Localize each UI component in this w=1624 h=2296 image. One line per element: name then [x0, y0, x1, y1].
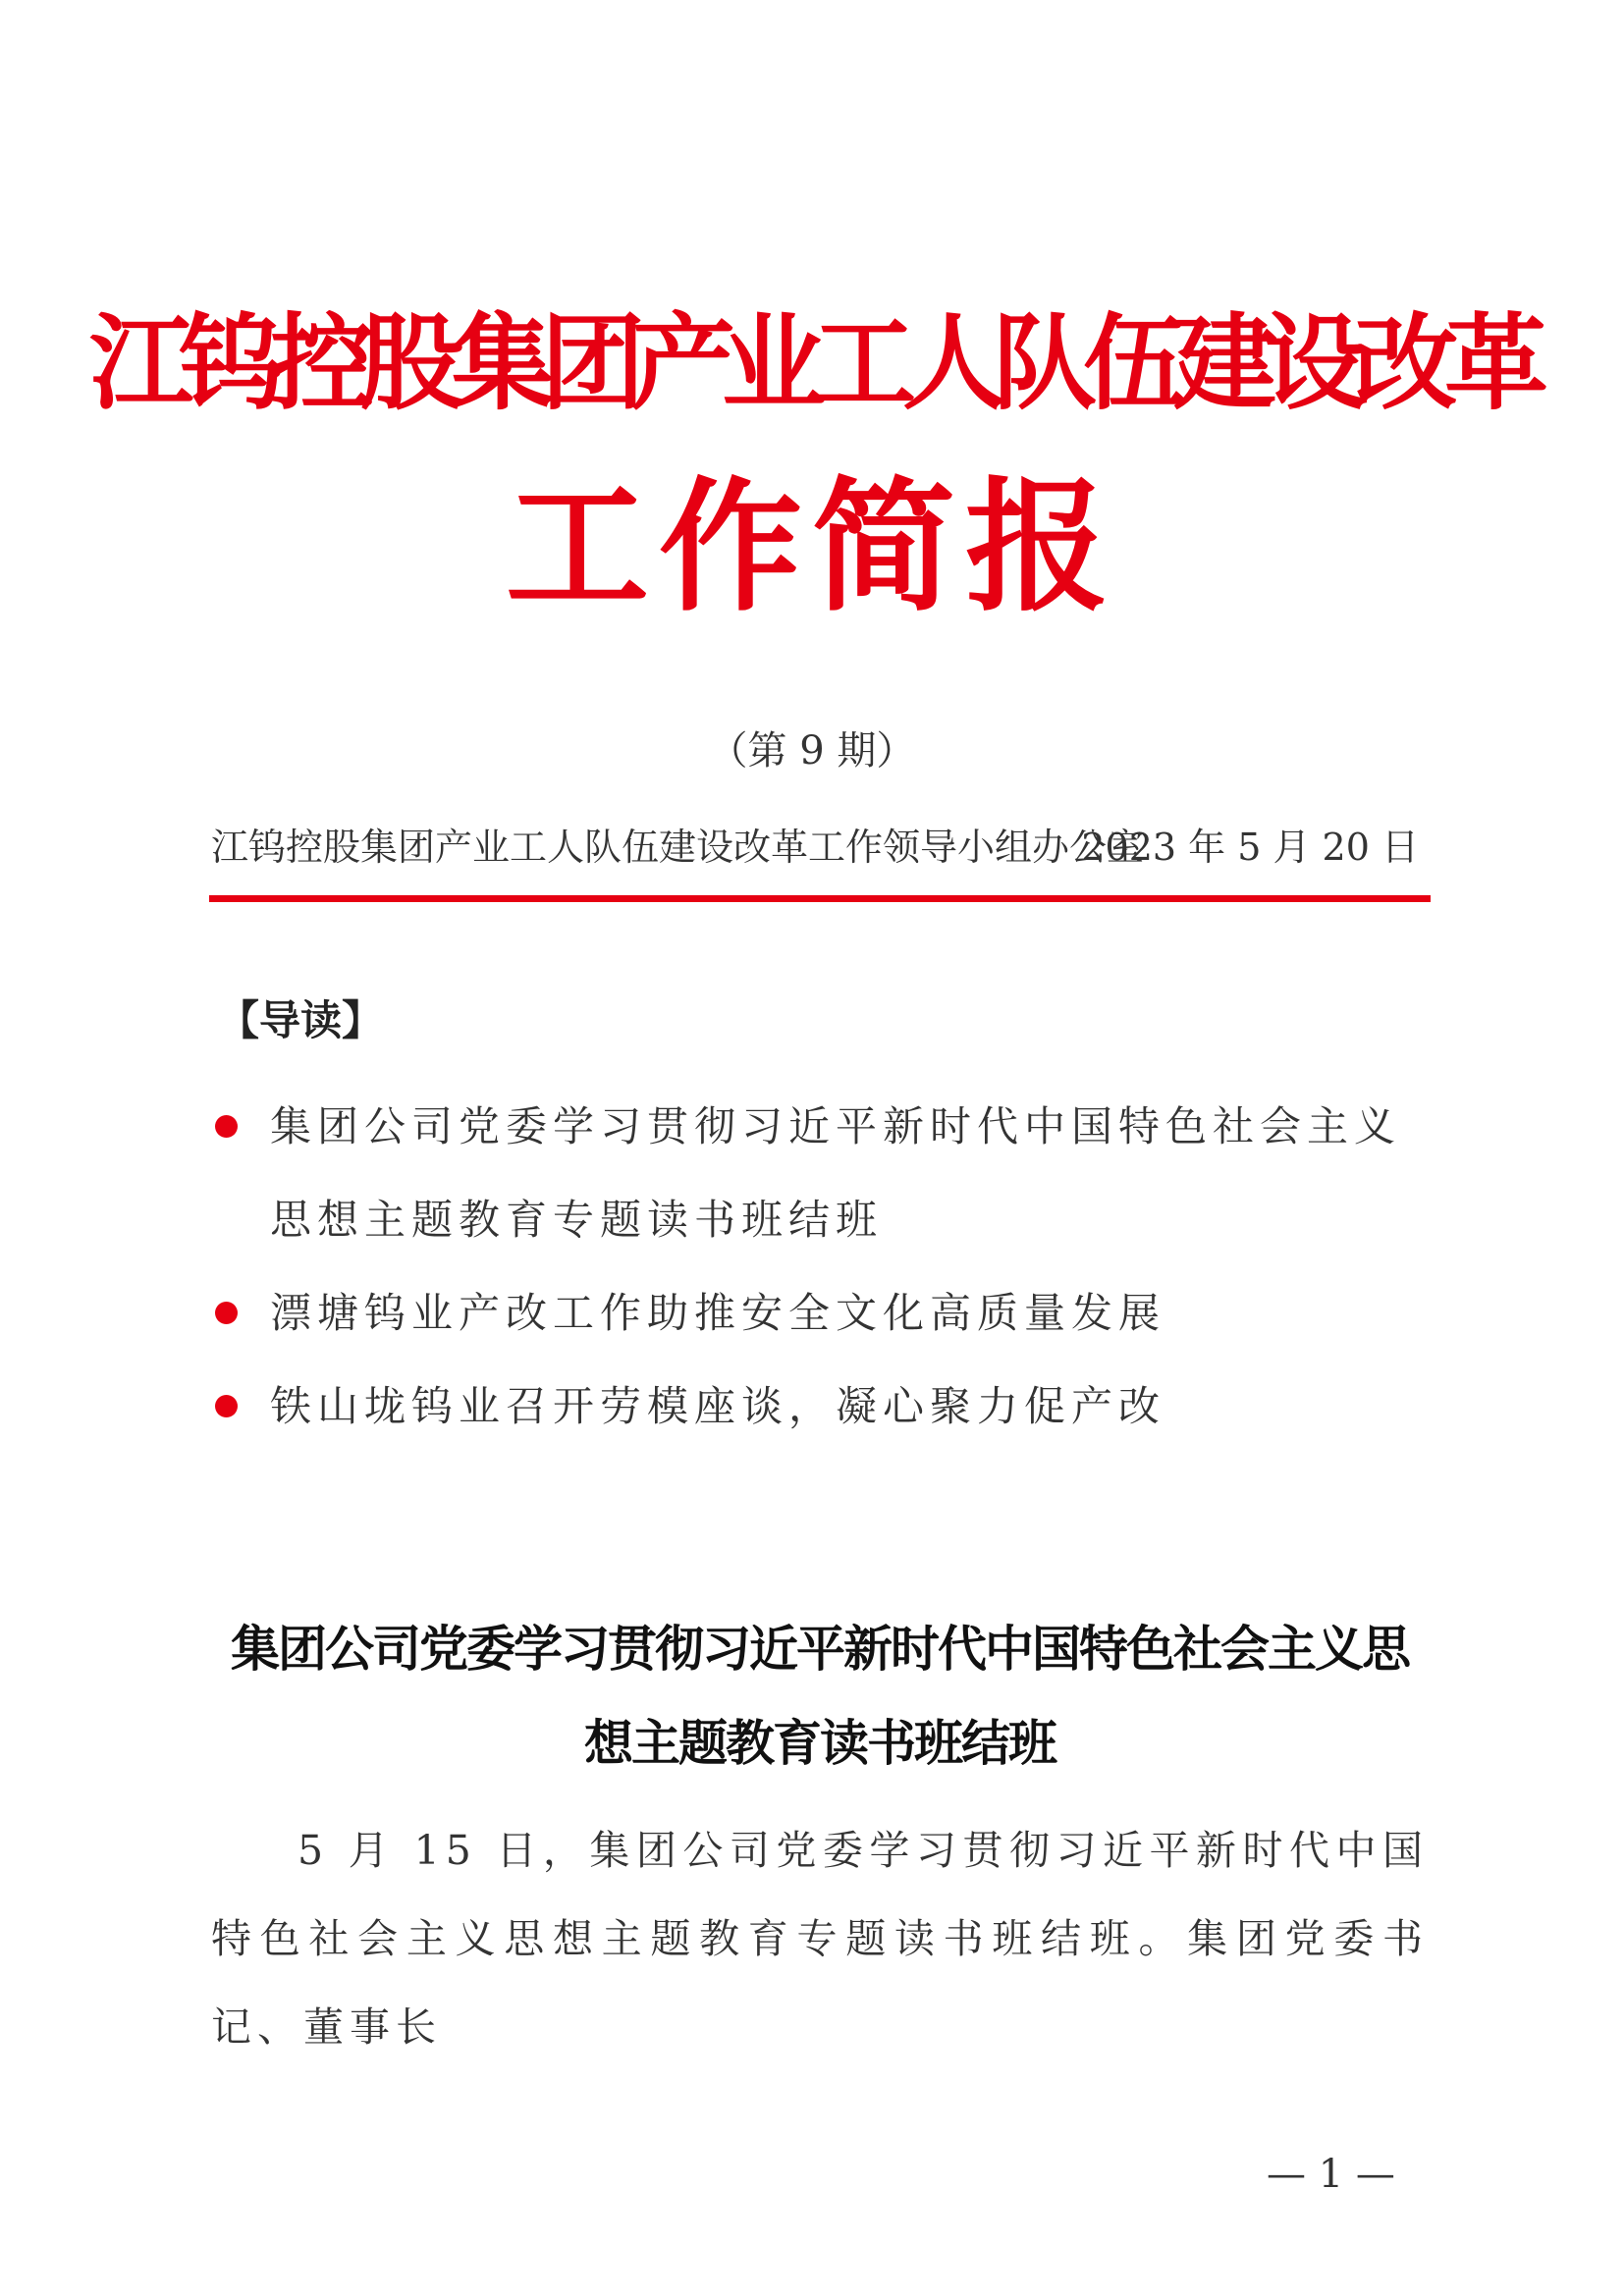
guide-item-text: 集团公司党委学习贯彻习近平新时代中国特色社会主义思想主题教育专题读书班结班: [270, 1102, 1402, 1244]
guide-item: [211, 1080, 1429, 1266]
issue-number: （第 9 期）: [708, 728, 916, 774]
red-bullet-icon: [215, 1302, 238, 1324]
page-number: — 1 —: [1267, 2152, 1395, 2197]
red-bullet-icon: [215, 1115, 238, 1138]
guide-list: [211, 1080, 1429, 1453]
article-title: 集团公司党委学习贯彻习近平新时代中国特色社会主义思想主题教育读书班结班: [231, 1620, 1409, 1772]
publication-date: 2023 年 5 月 20 日: [1081, 826, 1419, 869]
guide-item: [211, 1266, 1429, 1360]
header-divider: [209, 895, 1431, 902]
report-series-title: 江钨控股集团产业工人队伍建设改革: [89, 301, 1535, 424]
guide-item-text: 漂塘钨业产改工作助推安全文化高质量发展: [270, 1289, 1166, 1337]
guide-item: [211, 1360, 1429, 1453]
guide-label: 【导读】: [218, 996, 384, 1044]
red-bullet-icon: [215, 1395, 238, 1417]
report-title: 工作简报: [506, 463, 1118, 631]
publication-line: [211, 818, 1419, 877]
guide-item-text: 铁山垅钨业召开劳模座谈，凝心聚力促产改: [270, 1382, 1166, 1430]
publisher-name: 江钨控股集团产业工人队伍建设改革工作领导小组办公室: [211, 826, 1145, 869]
article-body: 5 月 15 日，集团公司党委学习贯彻习近平新时代中国特色社会主义思想主题教育专题读书班结班。集团党委书记、董事长: [211, 1827, 1429, 2051]
